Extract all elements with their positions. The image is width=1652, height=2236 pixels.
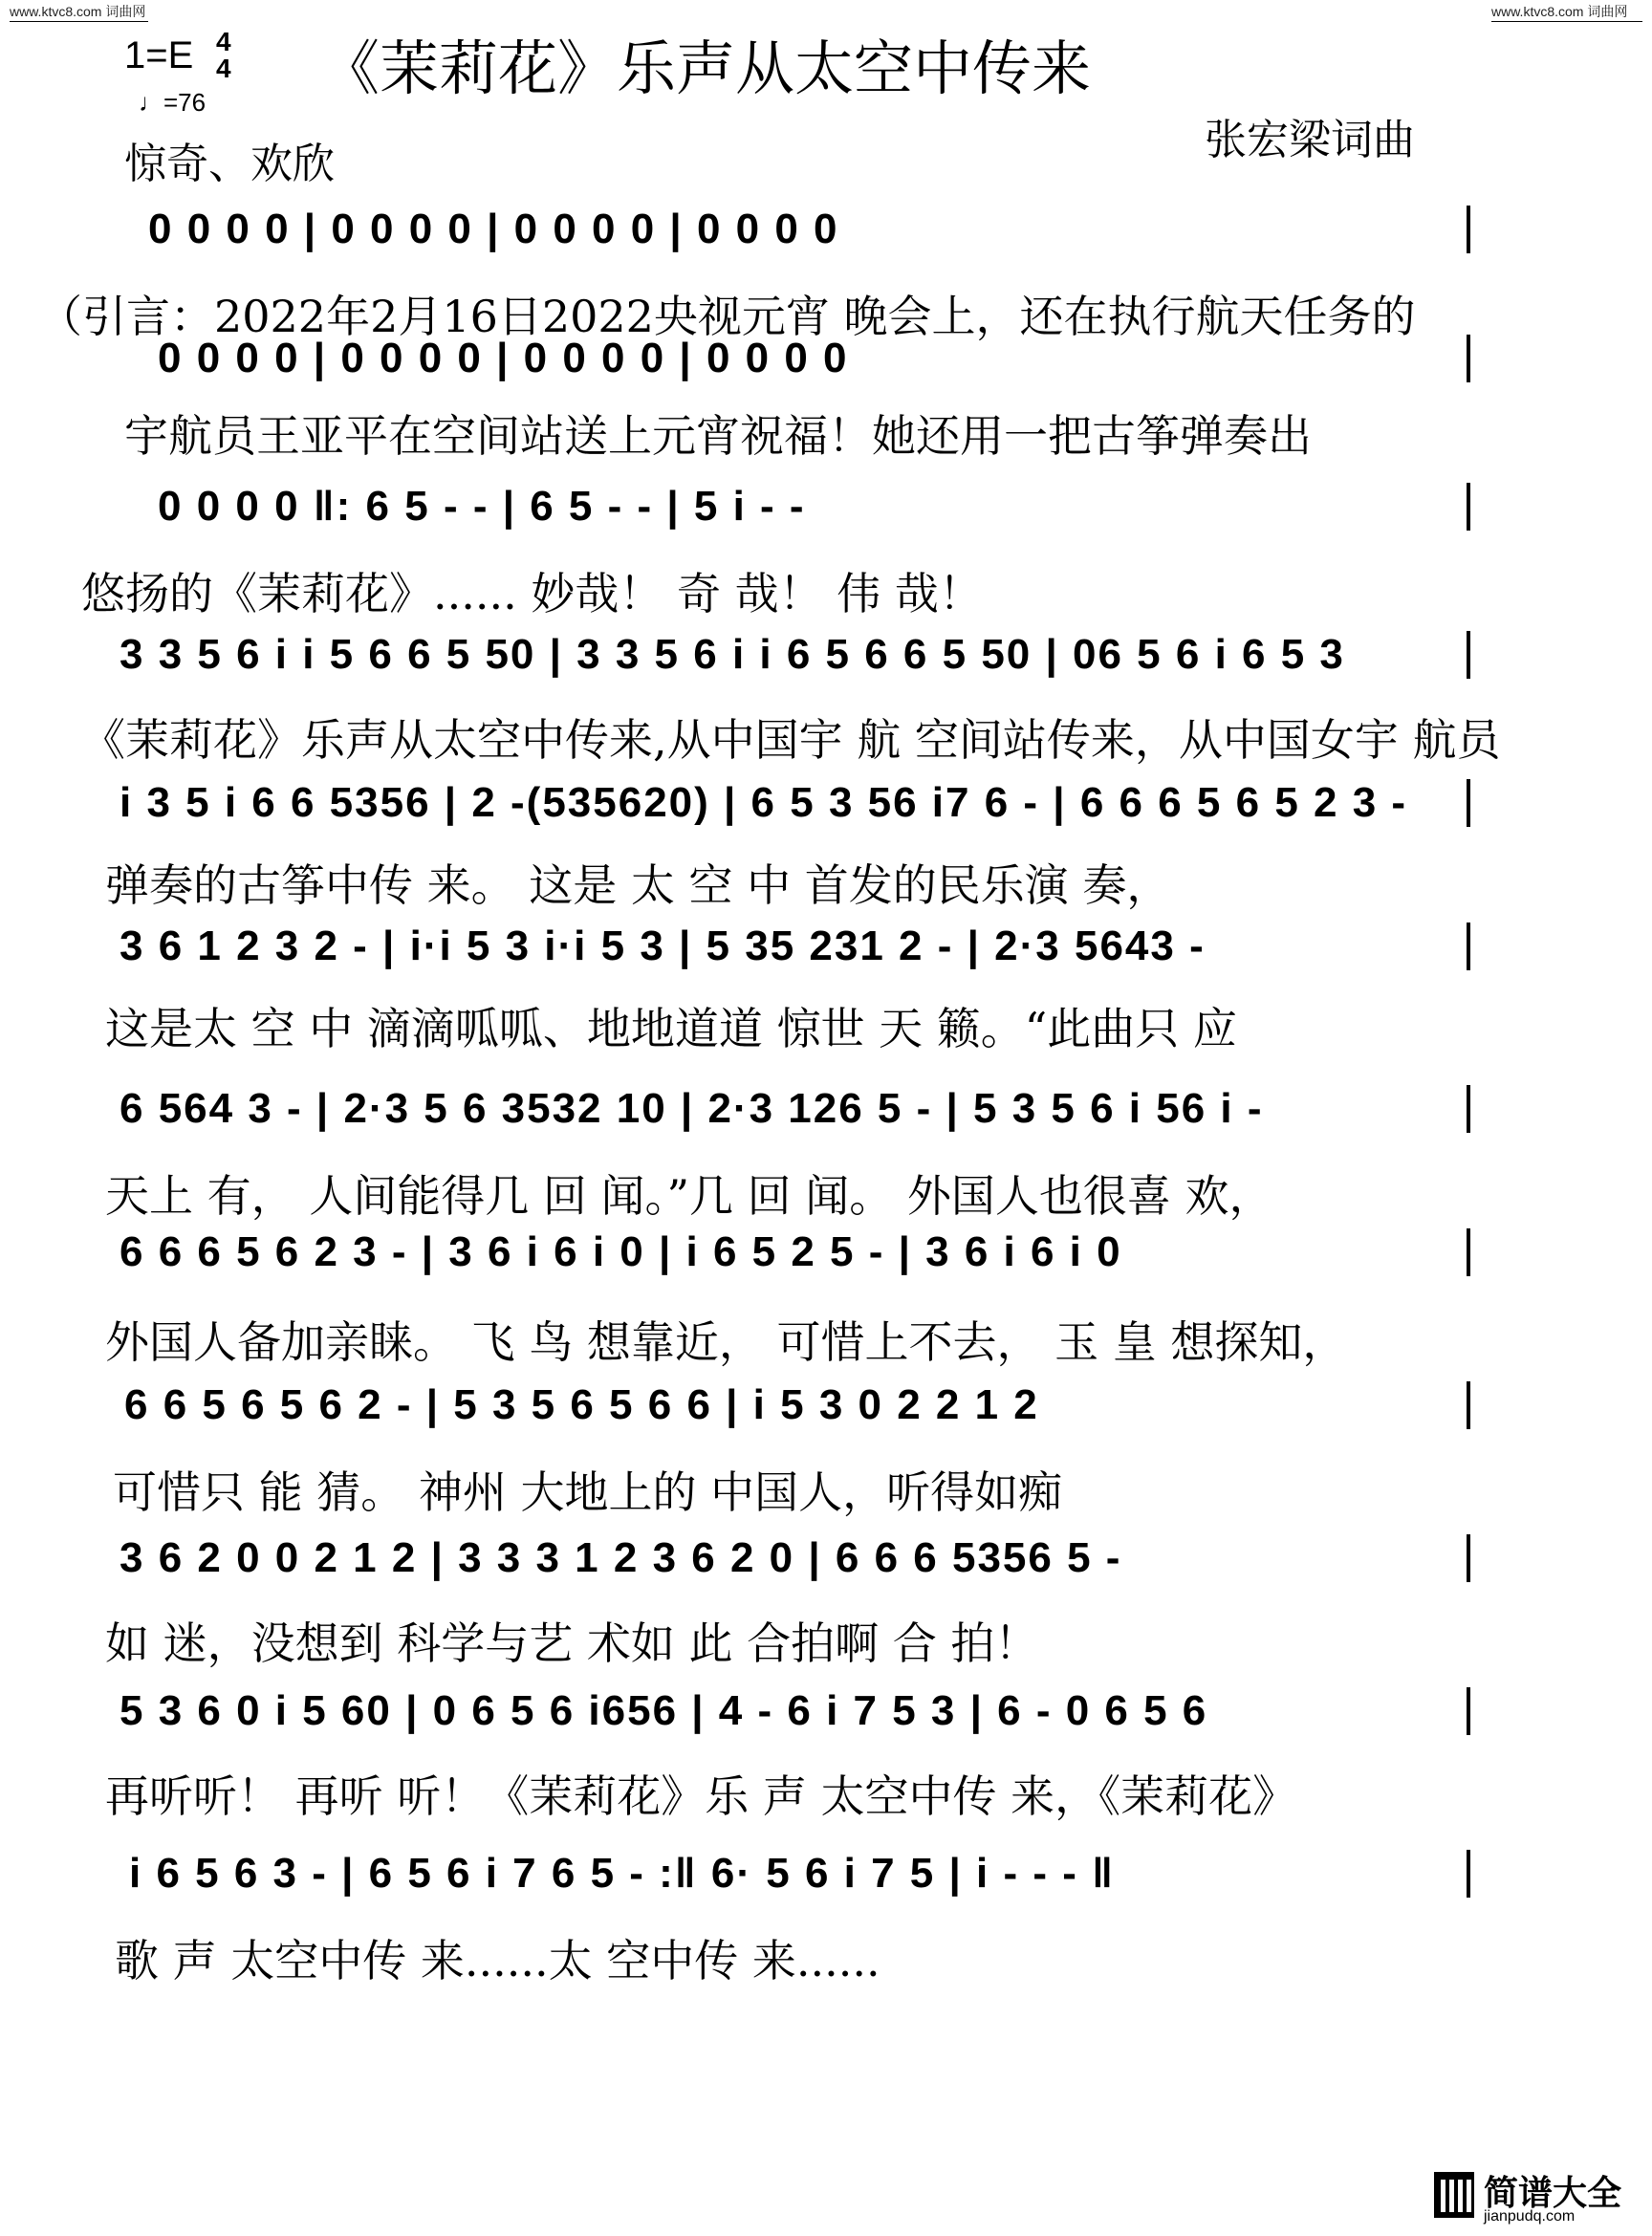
notation-line-1: 0 0 0 0 | 0 0 0 0 | 0 0 0 0 | 0 0 0 0 xyxy=(148,206,839,252)
logo-url: jianpudq.com xyxy=(1484,2208,1576,2225)
jianpudq-logo xyxy=(1434,2170,1625,2227)
lyric-line-3: 悠扬的《茉莉花》...... 妙哉！ 奇 哉！ 伟 哉！ xyxy=(81,568,983,619)
notation-line-3: 0 0 0 0 ‖: 6 5 - - | 6 5 - - | 5 i - - xyxy=(158,483,806,530)
notation-line-5: i 3 5 i 6 6 5356 | 2 -(535620) | 6 5 3 56 i7 6 - | 6 6 6 5 6 5 2 3 - xyxy=(120,779,1408,826)
composer-credit: 张宏梁词曲 xyxy=(1205,116,1415,164)
barline-end-2 xyxy=(1467,335,1470,382)
lyric-line-7: 天上 有， 人间能得几 回 闻。”几 回 闻。 外国人也很喜 欢， xyxy=(105,1170,1273,1222)
time-signature-bottom: 4 xyxy=(216,54,231,83)
notation-line-2: 0 0 0 0 | 0 0 0 0 | 0 0 0 0 | 0 0 0 0 xyxy=(158,335,849,381)
lyric-line-4: 《茉莉花》乐声从太空中传来,从中国宇 航 空间站传来，从中国女宇 航员 xyxy=(81,714,1501,766)
barline-end-7 xyxy=(1467,1085,1470,1133)
notation-line-7: 6 564 3 - | 2·3 5 6 3532 10 | 2·3 126 5 - | 5 3 5 6 i 56 i - xyxy=(120,1085,1264,1132)
header-rule-left xyxy=(10,21,148,22)
lyric-line-1: （引言：2022年2月16日2022央视元宵 晚会上，还在执行航天任务的 xyxy=(38,291,1416,342)
notation-line-10: 3 6 2 0 0 2 1 2 | 3 3 3 1 2 3 6 2 0 | 6 6 6 5356 5 - xyxy=(120,1534,1122,1581)
logo-brand: 简谱大全 xyxy=(1484,2174,1622,2213)
lyric-line-8: 外国人备加亲睐。 飞 鸟 想靠近， 可惜上不去， 玉 皇 想探知， xyxy=(105,1316,1347,1368)
lyric-line-6: 这是太 空 中 滴滴呱呱、地地道道 惊世 天 籁。“此曲只 应 xyxy=(105,1003,1237,1054)
song-title: 《茉莉花》乐声从太空中传来 xyxy=(320,33,1092,103)
notation-line-4: 3 3 5 6 i i 5 6 6 5 50 | 3 3 5 6 i i 6 5 6 6 5 50 | 06 5 6 i 6 5 3 xyxy=(120,631,1345,678)
lyric-line-11: 再听听！ 再听 听！《茉莉花》乐 声 太空中传 来，《茉莉花》 xyxy=(105,1770,1297,1822)
header-rule-right xyxy=(1491,21,1642,22)
expression-marking: 惊奇、欢欣 xyxy=(124,140,335,188)
barline-end-11 xyxy=(1467,1687,1470,1735)
barline-end-12 xyxy=(1467,1850,1470,1898)
tempo-marking: ♩=76 xyxy=(139,88,206,117)
barline-end-10 xyxy=(1467,1534,1470,1582)
header-site-left: www.ktvc8.com 词曲网 xyxy=(10,4,146,19)
notation-line-8: 6 6 6 5 6 2 3 - | 3 6 i 6 i 0 | i 6 5 2 5 - | 3 6 i 6 i 0 xyxy=(120,1228,1122,1275)
lyric-line-2: 宇航员王亚平在空间站送上元宵祝福！她还用一把古筝弹奏出 xyxy=(124,410,1312,462)
time-signature-top: 4 xyxy=(216,27,231,56)
lyric-line-9: 可惜只 能 猜。 神州 大地上的 中国人，听得如痴 xyxy=(113,1466,1063,1518)
barline-end-1 xyxy=(1467,206,1470,253)
piano-keys-icon xyxy=(1434,2172,1474,2218)
lyric-line-5: 弹奏的古筝中传 来。 这是 太 空 中 首发的民乐演 奏， xyxy=(105,859,1171,911)
notation-line-11: 5 3 6 0 i 5 60 | 0 6 5 6 i656 | 4 - 6 i 7 5 3 | 6 - 0 6 5 6 xyxy=(120,1687,1208,1734)
barline-end-9 xyxy=(1467,1381,1470,1429)
barline-end-8 xyxy=(1467,1228,1470,1276)
lyric-line-10: 如 迷，没想到 科学与艺 术如 此 合拍啊 合 拍！ xyxy=(105,1617,1039,1669)
notation-line-12: i 6 5 6 3 - | 6 5 6 i 7 6 5 - :‖ 6· 5 6 i 7 5 | i - - - ‖ xyxy=(129,1850,1115,1897)
lyric-line-12: 歌 声 太空中传 来......太 空中传 来...... xyxy=(115,1935,880,1986)
barline-end-4 xyxy=(1467,631,1470,679)
notation-line-9: 6 6 5 6 5 6 2 - | 5 3 5 6 5 6 6 | i 5 3 0 2 2 1 2 xyxy=(124,1381,1039,1428)
barline-end-5 xyxy=(1467,779,1470,827)
barline-end-3 xyxy=(1467,483,1470,531)
notation-line-6: 3 6 1 2 3 2 - | i·i 5 3 i·i 5 3 | 5 35 231 2 - | 2·3 5643 - xyxy=(120,923,1206,969)
barline-end-6 xyxy=(1467,923,1470,970)
header-site-right: www.ktvc8.com 词曲网 xyxy=(1491,4,1628,19)
key-signature: 1=E xyxy=(124,34,194,76)
